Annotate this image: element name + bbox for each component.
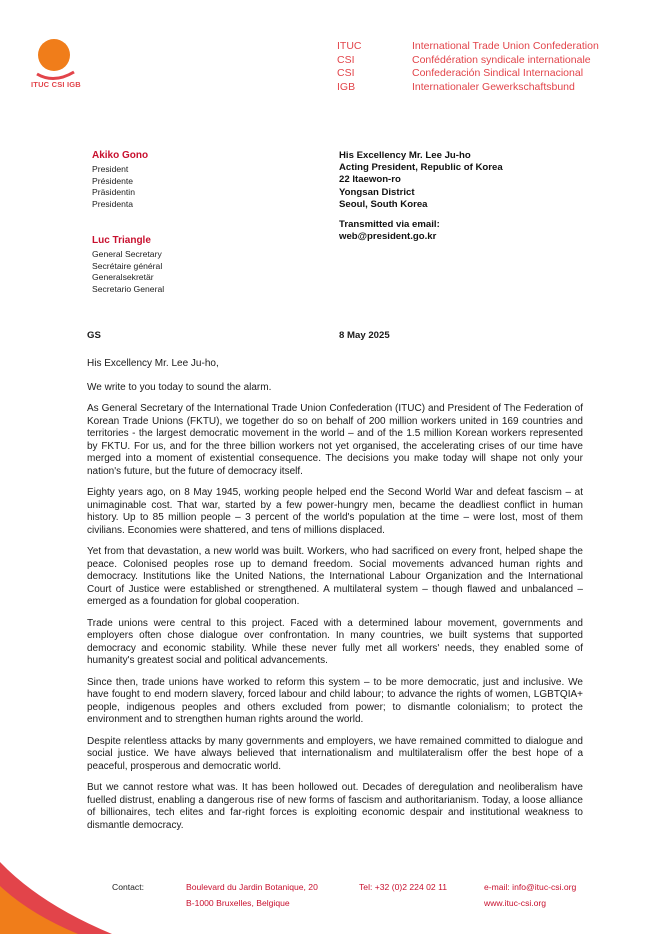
recipient-line: His Excellency Mr. Lee Ju-ho [339,150,471,161]
footer-address [186,880,318,911]
recipient-email: web@president.go.kr [339,231,437,243]
footer-phone: Tel: +32 (0)2 224 02 11 [359,882,447,892]
president-title-fr: Présidente [92,175,134,186]
recipient-address [339,150,503,243]
org-abbr-de: IGB [337,80,356,93]
salutation: His Excellency Mr. Lee Ju-ho, [87,358,219,369]
footer-contact [484,880,576,911]
paragraph: Since then, trade unions have worked to reform this system – to be more democratic, just and inclusive. We have fought to end modern slavery, forced labour and child labour; to advance the rights of women, LGBTQIA+ people, indigenous peoples and others excluded from power; to dismantle colonialism; to protect the environment and to strengthen human rights around the world. [87,676,583,725]
org-abbr-en: ITUC [337,40,362,52]
gs-title-de: Generalsekretär [92,272,154,283]
gs-title-en: General Secretary [92,248,162,259]
paragraph: Eighty years ago, on 8 May 1945, working people helped end the Second World War and defeat fascism – at unimaginable cost. That war, started by a few power-hungry men, became the deadliest conflict in human history. Up to 85 million people – 3 percent of the world's population at the time – were lost, most of them civilians. Economies were shattered, and tens of millions displaced. [87,487,583,536]
logo-caption: ITUC CSI IGB [31,80,81,89]
recipient-line: Seoul, South Korea [339,198,428,210]
recipient-line: Acting President, Republic of Korea [339,162,503,174]
paragraph: As General Secretary of the International Trade Union Confederation (ITUC) and President of The Federation of Korean Trade Unions (FKTU), we together do so on behalf of 200 million workers united in 169 countries and territories - the largest democratic movement in the world – and of the 1.5 million Korean workers represented by FKTU. For us, and for the three billion workers not yet organised, the accelerating crises of our time have merged into a moment of existential consequence. The decisions you make today will shape not only your nation's future, but the future of democracy itself. [87,403,583,477]
recipient-line: Yongsan District [339,186,415,198]
letter-date: 8 May 2025 [339,330,390,341]
president-title-de: Präsidentin [92,187,135,198]
transmitted-label: Transmitted via email: [339,219,440,231]
paragraph: But we cannot restore what was. It has been hollowed out. Decades of deregulation and neoliberalism have fuelled distrust, enabling a dangerous rise of new forms of fascism and authoritarianism. Today, a loose alliance of billionaires, tech elites and far-right forces is exploiting economic despair and institutional weakness to dismantle democracy. [87,782,583,831]
gs-title-fr: Secrétaire général [92,260,163,271]
org-names [412,40,599,94]
org-abbr-es: CSI [337,67,355,80]
reference-code: GS [87,330,101,341]
footer-website-link[interactable]: www.ituc-csi.org [484,897,547,908]
org-name-fr: Confédération syndicale internationale [412,53,591,66]
paragraph: Despite relentless attacks by many governments and employers, we have remained committed to dialogue and social justice. We have always believed that internationalism and multilateralism offer the best hope of a peaceful, prosperous and democratic world. [87,735,583,772]
president-block [92,150,148,211]
general-secretary-name: Luc Triangle [92,235,151,246]
recipient-line: 22 Itaewon-ro [339,174,401,186]
org-abbreviations [337,40,362,94]
paragraph: We write to you today to sound the alarm. [87,381,272,393]
contact-label: Contact: [112,882,145,892]
org-name-es: Confederación Sindical Internacional [412,67,584,80]
org-abbr-fr: CSI [337,53,355,66]
gs-title-es: Secretario General [92,284,165,295]
president-title-en: President [92,163,129,174]
ituc-logo-icon [36,38,76,100]
footer-email-link[interactable]: e-mail: info@ituc-csi.org [484,882,577,892]
letter-body [87,358,583,841]
paragraph: Trade unions were central to this project. Faced with a determined labour movement, governments and employers often chose dialogue over confrontation. In many countries, we built systems that supported democracy and economic stability. While these never fully met all workers' needs, they enabled some of humanity's greatest social and political advancements. [87,617,583,666]
corner-swoosh-icon [0,814,120,934]
general-secretary-block [92,235,164,296]
address-line-2: B-1000 Bruxelles, Belgique [186,897,290,908]
org-name-en: International Trade Union Confederation [412,40,599,52]
org-name-de: Internationaler Gewerkschaftsbund [412,80,575,93]
president-title-es: Presidenta [92,199,134,210]
address-line-1: Boulevard du Jardin Botanique, 20 [186,882,318,892]
paragraph: Yet from that devastation, a new world was built. Workers, who had sacrificed on every front, helped shape the peace. Colonised peoples rose up to demand freedom. Social movements advanced human rights and democracy. Institutions like the United Nations, the International Labour Organization and the International Court of Justice were established or strengthened. A multilateral system – though flawed and unbalanced – emerged as a foundation for global cooperation. [87,546,583,607]
president-name: Akiko Gono [92,150,149,161]
